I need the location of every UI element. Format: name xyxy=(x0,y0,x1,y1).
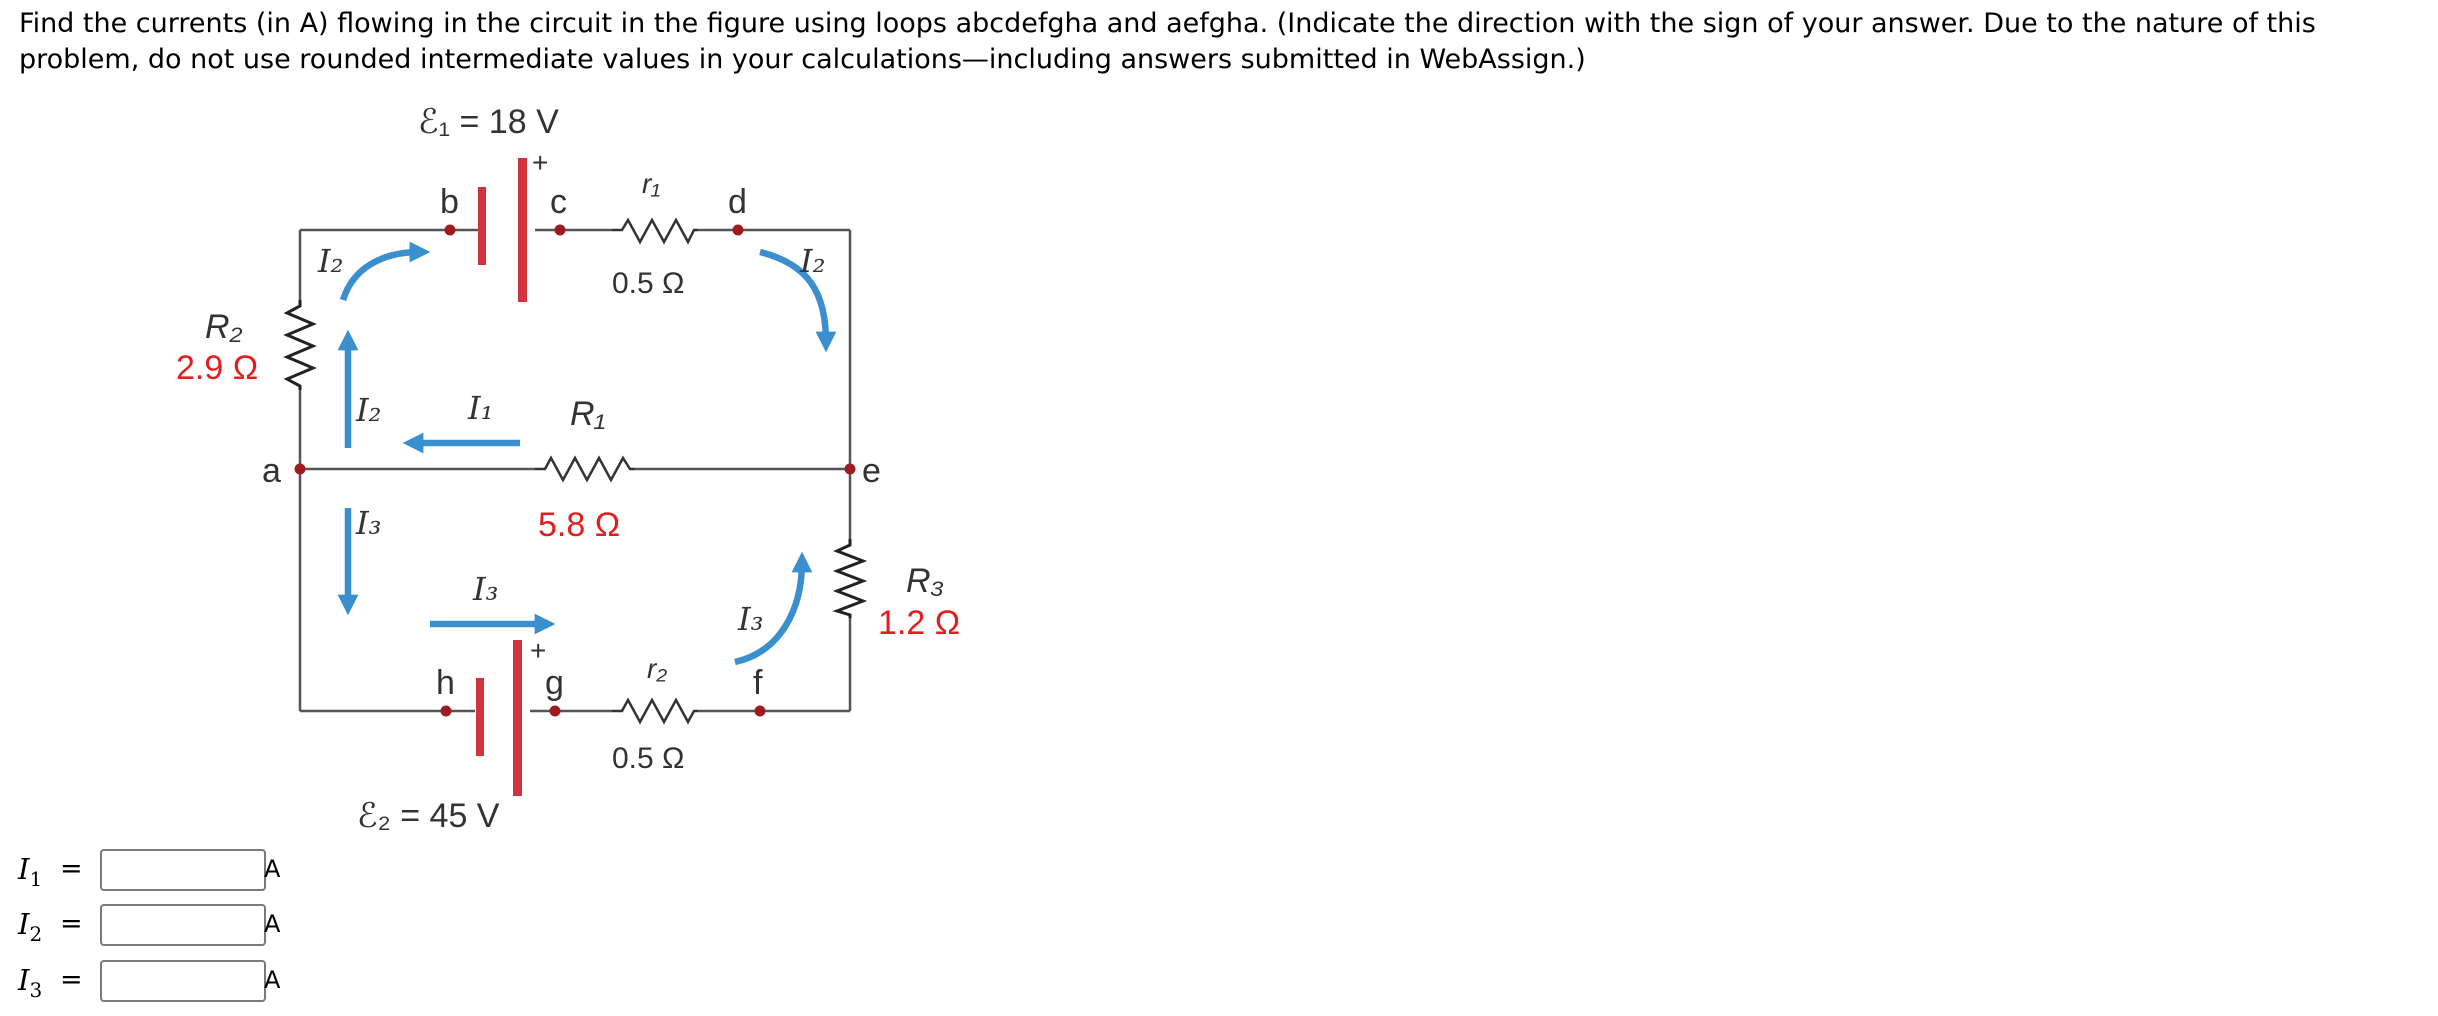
answer-i3-equals: = xyxy=(60,964,83,995)
answer-i3-label: $I_3$ xyxy=(18,963,43,1002)
emf1-plus-sign: + xyxy=(532,147,549,178)
answer-i2-label: $I_2$ xyxy=(18,907,43,946)
emf2-label: ℰ₂ = 45 V xyxy=(357,797,500,835)
circuit-wires xyxy=(300,230,850,711)
question-text: Find the currents (in A) flowing in the circuit in the figure using loops abcdefgha and aefgha. (Indicate the direction with the sign of your answer. Due to the nature of this problem, do not use rounded intermediate values in your calculations—including answers submitted in WebAssign.) xyxy=(19,8,2316,75)
resistor-r1 xyxy=(612,220,698,242)
node-label-b: b xyxy=(440,183,459,221)
node-label-h: h xyxy=(436,664,455,702)
R1-symbol: R₁ xyxy=(570,395,606,433)
answer-i2-equals: = xyxy=(60,908,83,939)
emf2-plus-sign: + xyxy=(530,635,547,666)
answer-i1-equals: = xyxy=(60,853,83,884)
current-label-I2-top-right: I₂ xyxy=(800,242,826,280)
resistor-R2 xyxy=(287,300,313,390)
r1-value: 0.5 Ω xyxy=(612,267,685,300)
answer-i3-input[interactable] xyxy=(100,960,266,1002)
current-label-I3-bottom: I₃ xyxy=(473,570,499,608)
current-label-I2-top-left: I₂ xyxy=(318,242,344,280)
node-label-g: g xyxy=(545,664,564,702)
current-label-I3-left: I₃ xyxy=(356,504,382,542)
r2-symbol: r₂ xyxy=(647,653,668,684)
R2-value: 2.9 Ω xyxy=(176,349,259,387)
answer-i3-unit: A xyxy=(264,966,281,994)
answer-i2-input[interactable] xyxy=(100,904,266,946)
answer-i1-label: $I_1$ xyxy=(18,852,43,891)
R3-symbol: R₃ xyxy=(906,562,945,600)
answer-i1-input[interactable] xyxy=(100,849,266,891)
current-arrow-I2-top-left xyxy=(343,252,420,300)
current-label-I1: I₁ xyxy=(468,389,494,427)
resistor-R3 xyxy=(837,539,863,618)
node-label-f: f xyxy=(753,664,763,702)
battery-emf2 xyxy=(476,640,522,796)
battery-emf1 xyxy=(478,158,527,302)
R2-symbol: R₂ xyxy=(205,308,243,346)
resistor-R1 xyxy=(535,458,635,480)
node-label-d: d xyxy=(728,183,747,221)
circuit-diagram xyxy=(0,0,1000,850)
current-label-I3-right: I₃ xyxy=(738,600,764,638)
answer-i2-unit: A xyxy=(264,910,281,938)
R3-value: 1.2 Ω xyxy=(878,604,961,642)
node-label-a: a xyxy=(262,452,281,490)
R1-value: 5.8 Ω xyxy=(538,506,621,544)
node-label-c: c xyxy=(550,183,567,221)
r1-symbol: r₁ xyxy=(642,168,661,199)
current-label-I2-left: I₂ xyxy=(356,391,382,429)
node-label-e: e xyxy=(862,452,881,490)
answer-i1-unit: A xyxy=(264,855,281,883)
emf1-label: ℰ₁ = 18 V xyxy=(418,103,559,141)
r2-value: 0.5 Ω xyxy=(612,742,685,775)
resistor-r2 xyxy=(612,700,698,722)
